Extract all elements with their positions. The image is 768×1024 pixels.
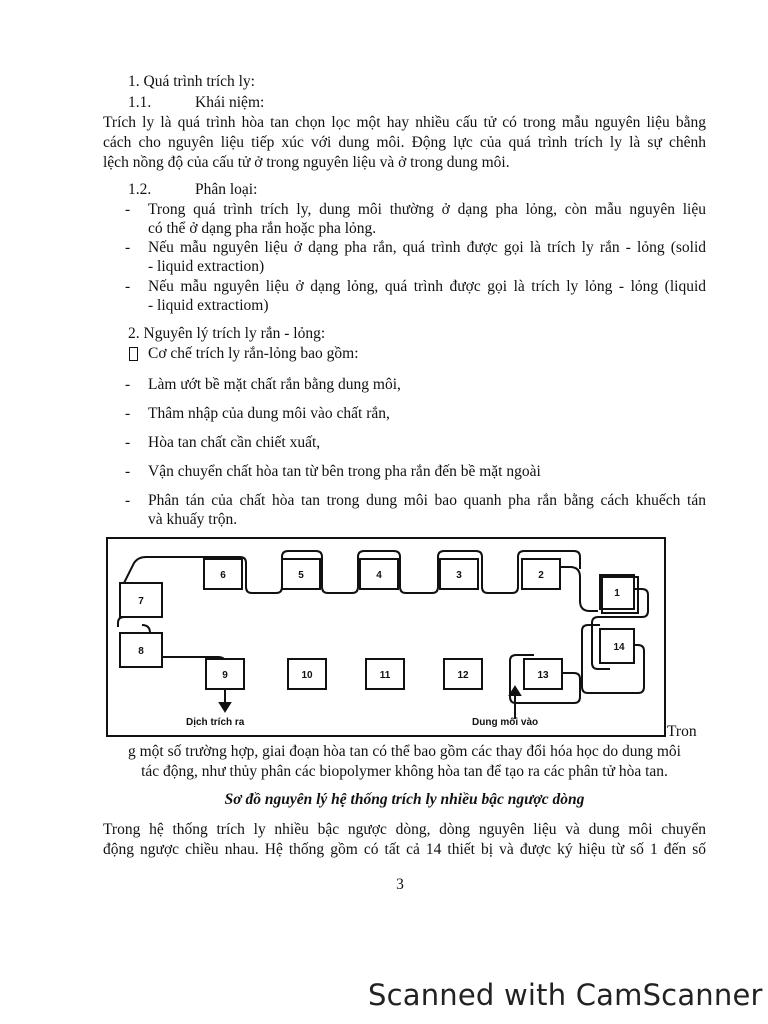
heading-1-1-title: Khái niệm: (195, 94, 265, 111)
square-bullet-icon (129, 347, 138, 361)
heading-1: 1. Quá trình trích ly: (128, 73, 255, 90)
unit-label-6: 6 (220, 570, 226, 581)
unit-label-14: 14 (613, 642, 625, 653)
list-dash: - (125, 239, 131, 256)
camscanner-watermark: Scanned with CamScanner (368, 978, 763, 1012)
mechanism-step-4: Vận chuyển chất hòa tan từ bên trong pha rắn đến bề mặt ngoài (148, 463, 541, 480)
list-dash: - (125, 434, 131, 451)
mechanism-step-1: Làm ướt bề mặt chất rắn bằng dung môi, (148, 376, 401, 393)
closing-line-1: Trong hệ thống trích ly nhiều bậc ngược dòng, dòng nguyên liệu và dung môi chuyển (103, 821, 706, 838)
unit-label-4: 4 (376, 570, 382, 581)
closing-line-2: động ngược chiều nhau. Hệ thống gồm có tất cả 14 thiết bị và được ký hiệu từ số 1 đến số (103, 841, 706, 858)
mechanism-step-3: Hòa tan chất cần chiết xuất, (148, 434, 321, 451)
classification-item-2-line-1: Nếu mẫu nguyên liệu ở dạng pha rắn, quá trình được gọi là trích ly rắn - lỏng (solid (148, 239, 706, 256)
list-dash: - (125, 405, 131, 422)
unit-label-9: 9 (222, 670, 228, 681)
classification-item-3-line-1: Nếu mẫu nguyên liệu ở dạng lỏng, quá trình được gọi là trích ly lỏng - lỏng (liquid (148, 278, 706, 295)
unit-label-12: 12 (457, 670, 469, 681)
mechanism-intro: Cơ chế trích ly rắn-lỏng bao gồm: (148, 345, 359, 362)
unit-label-2: 2 (538, 570, 544, 581)
heading-2: 2. Nguyên lý trích ly rắn - lỏng: (128, 325, 326, 342)
definition-line-2: cách cho nguyên liệu tiếp xúc với dung môi. Động lực của quá trình trích ly là sự chênh (103, 134, 706, 151)
classification-item-1-line-2: có thể ở dạng pha rắn hoặc pha lỏng. (148, 220, 377, 237)
after-diagram-line-2: tác động, như thủy phân các biopolymer không hòa tan để tạo ra các phân tử hòa tan. (141, 763, 668, 780)
mechanism-step-2: Thâm nhập của dung môi vào chất rắn, (148, 405, 390, 422)
unit-label-10: 10 (301, 670, 313, 681)
unit-label-5: 5 (298, 570, 304, 581)
classification-item-2-line-2: - liquid extraction) (148, 258, 265, 275)
list-dash: - (125, 278, 131, 295)
after-diagram-line-1: g một số trường hợp, giai đoạn hòa tan có thể bao gồm các thay đổi hóa học do dung môi (128, 743, 681, 760)
list-dash: - (125, 492, 131, 509)
countercurrent-extraction-diagram (106, 537, 666, 737)
outlet-label: Dịch trích ra (186, 717, 245, 728)
list-dash: - (125, 201, 131, 218)
unit-label-8: 8 (138, 646, 144, 657)
definition-line-1: Trích ly là quá trình hòa tan chọn lọc một hay nhiều cấu tử có trong mẫu nguyên liệu bằng (103, 114, 706, 131)
classification-item-3-line-2: - liquid extractiom) (148, 297, 269, 314)
unit-label-7: 7 (138, 596, 144, 607)
list-dash: - (125, 463, 131, 480)
unit-label-1: 1 (614, 588, 620, 599)
after-diagram-word: Tron (667, 723, 697, 740)
heading-1-2-number: 1.2. (128, 181, 152, 198)
definition-line-3: lệch nồng độ của cấu tử ở trong nguyên liệu và ở trong dung môi. (103, 154, 510, 171)
heading-1-1-number: 1.1. (128, 94, 152, 111)
classification-item-1-line-1: Trong quá trình trích ly, dung môi thường ở dạng pha lỏng, còn mẫu nguyên liệu (148, 201, 706, 218)
inlet-label: Dung môi vào (472, 717, 539, 728)
unit-label-3: 3 (456, 570, 462, 581)
mechanism-step-5-line-1: Phân tán của chất hòa tan trong dung môi bao quanh pha rắn bằng cách khuếch tán (148, 492, 706, 509)
unit-label-13: 13 (537, 670, 549, 681)
unit-label-11: 11 (379, 670, 391, 681)
heading-1-2-title: Phân loại: (195, 181, 258, 198)
mechanism-step-5-line-2: và khuấy trộn. (148, 511, 238, 528)
page-number: 3 (396, 876, 404, 893)
list-dash: - (125, 376, 131, 393)
diagram-caption: Sơ đồ nguyên lý hệ thống trích ly nhiều bậc ngược dòng (224, 791, 585, 808)
